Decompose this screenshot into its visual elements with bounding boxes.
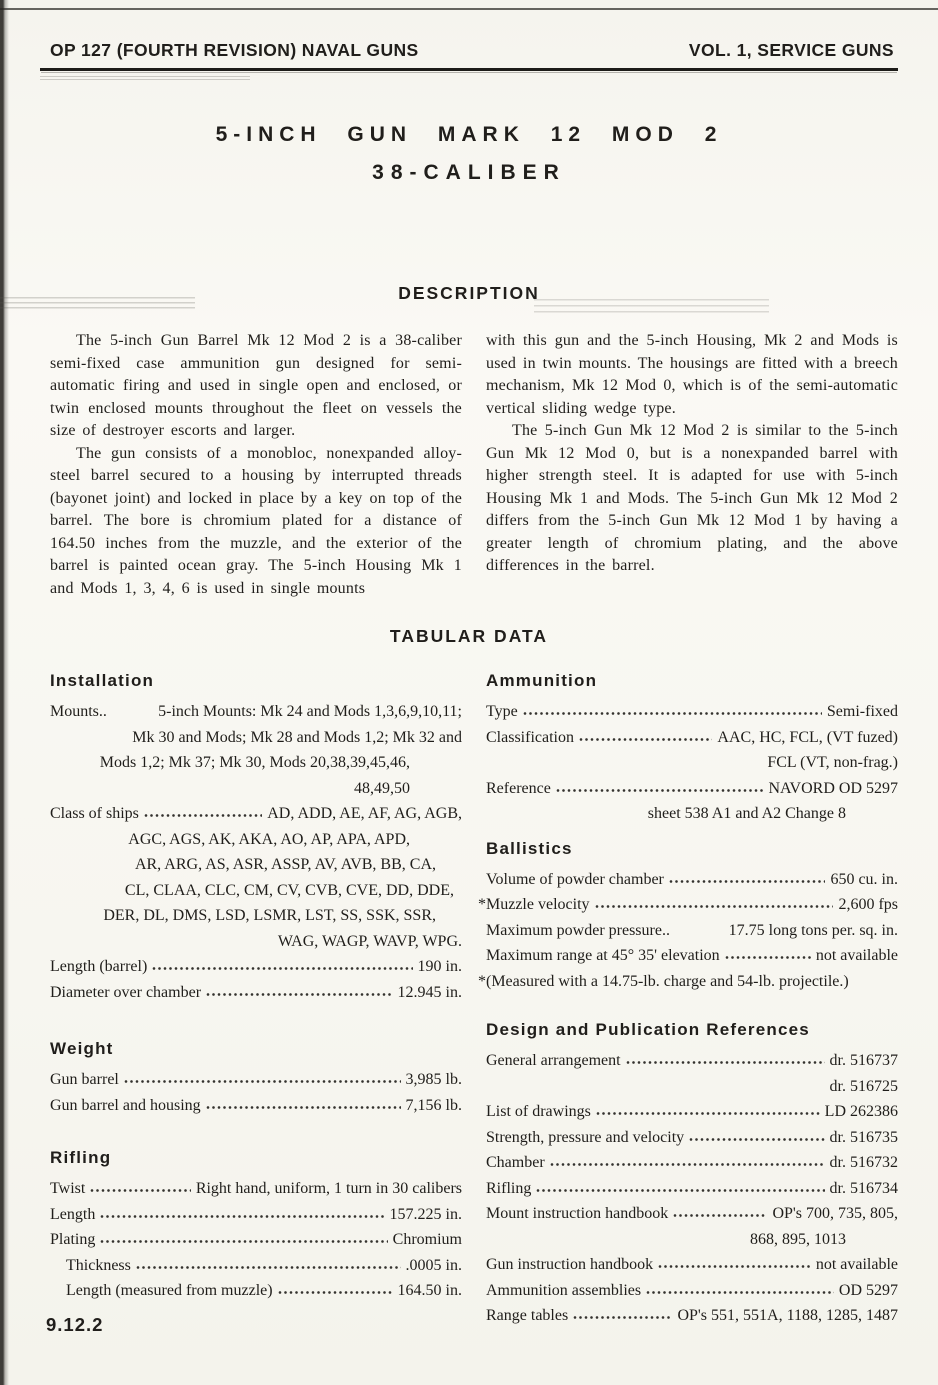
dot-leader <box>573 1315 672 1320</box>
row-continuation: FCL (VT, non-frag.) <box>767 754 898 771</box>
dot-leader <box>556 788 764 793</box>
table-row-general-arrangement <box>486 1048 898 1074</box>
dot-leader <box>124 1079 401 1084</box>
row-continuation: Mk 30 and Mods; Mk 28 and Mods 1,2; Mk 32 and <box>132 728 462 746</box>
row-value: 157.225 in. <box>389 1205 462 1223</box>
page-number: 9.12.2 <box>46 1314 104 1335</box>
row-value: dr. 516737 <box>829 1052 898 1069</box>
document-title-line2: 38-CALIBER <box>372 161 566 184</box>
row-label: Class of ships <box>50 805 139 822</box>
row-continuation: dr. 516725 <box>829 1077 898 1095</box>
table-row-gun-barrel-housing <box>50 1093 462 1119</box>
dot-leader <box>90 1188 190 1193</box>
table-row-powder-pressure <box>486 918 898 944</box>
row-value: NAVORD OD 5297 <box>768 779 898 797</box>
dot-leader <box>673 1213 767 1218</box>
scan-smudge <box>534 299 769 313</box>
dot-leader <box>536 1188 824 1193</box>
dot-leader <box>523 711 822 716</box>
paragraph: with this gun and the 5-inch Housing, Mk 2 and Mods is used in twin mounts. The housings are fitted with a breech mechanism, Mk 12 Mod 0, which is of the semi-automatic vertical sliding wedge type. <box>486 332 898 417</box>
scan-top-line-artifact <box>0 8 938 10</box>
dot-leader <box>646 1290 834 1295</box>
row-continuation: WAG, WAGP, WAVP, WPG. <box>277 932 462 950</box>
row-value: Right hand, uniform, 1 turn in 30 calibers <box>195 1180 462 1197</box>
table-row-twist <box>50 1176 462 1202</box>
row-continuation: 48,49,50 <box>354 779 410 797</box>
row-value: dr. 516734 <box>829 1179 898 1197</box>
dot-leader <box>100 1214 384 1219</box>
row-label: Range tables <box>486 1307 569 1324</box>
row-value: OP's 551, 551A, 1188, 1285, 1487 <box>677 1307 898 1324</box>
row-continuation: sheet 538 A1 and A2 Change 8 <box>647 805 846 822</box>
scan-smudge <box>40 76 250 80</box>
table-row-diameter <box>50 980 462 1006</box>
dot-leader <box>206 1105 401 1110</box>
header-left-title: OP 127 (FOURTH REVISION) NAVAL GUNS <box>50 40 419 60</box>
row-value: 7,156 lb. <box>405 1096 462 1114</box>
row-label: Twist <box>50 1180 86 1197</box>
table-row-list-of-drawings <box>486 1099 898 1125</box>
table-row-class-of-ships <box>50 801 462 827</box>
row-label: Strength, pressure and velocity <box>486 1128 685 1146</box>
table-row-type <box>486 699 898 725</box>
paragraph: The gun consists of a monobloc, nonexpanded alloy-steel barrel secured to a housing by interrupted threads (bayonet joint) and locked in place by a key on top of the barrel. The bore is chromium plated for a distance of 164.50 inches from the muzzle, and the exterior of the barrel is painted ocean gray. The 5-inch Housing Mk 1 and Mods 1, 3, 4, 6 is used in single mounts <box>50 444 462 597</box>
table-row-reference <box>486 776 898 802</box>
row-value: 190 in. <box>417 958 462 975</box>
row-value: not available <box>815 947 898 964</box>
table-row-range-tables <box>486 1303 898 1329</box>
dot-leader <box>144 813 262 818</box>
dot-leader <box>100 1239 387 1244</box>
tabular-data-heading: TABULAR DATA <box>389 626 549 646</box>
row-value: LD 262386 <box>824 1103 898 1120</box>
row-continuation: 868, 895, 1013 <box>750 1230 846 1248</box>
dot-leader <box>278 1290 393 1295</box>
dot-leader <box>626 1060 825 1065</box>
header-right-title: VOL. 1, SERVICE GUNS <box>688 40 894 60</box>
tabular-left-column <box>50 651 462 1329</box>
ballistics-footnote: *(Measured with a 14.75-lb. charge and 54-lb. projectile.) <box>478 972 849 990</box>
row-label: Maximum powder pressure.. <box>486 921 670 939</box>
table-row-maximum-range <box>486 943 898 969</box>
row-value: Semi-fixed <box>826 703 898 720</box>
row-continuation: AGC, AGS, AK, AKA, AO, AP, APA, APD, <box>128 830 410 848</box>
row-value: OD 5297 <box>838 1281 898 1299</box>
row-label: *Muzzle velocity <box>478 896 590 913</box>
row-label: Classification <box>486 728 574 746</box>
row-value: 650 cu. in. <box>830 870 898 888</box>
table-row-strength-pressure-velocity <box>486 1125 898 1151</box>
table-row-gun-barrel <box>50 1067 462 1093</box>
dot-leader <box>152 966 412 971</box>
row-continuation: AR, ARG, AS, ASR, ASSP, AV, AVB, BB, CA, <box>134 856 436 873</box>
table-row-muzzle-velocity <box>478 892 898 918</box>
row-label: Gun barrel <box>50 1071 119 1088</box>
table-row-classification <box>486 725 898 751</box>
table-row-length-barrel <box>50 954 462 980</box>
row-label: Rifling <box>486 1179 532 1197</box>
dot-leader <box>658 1264 811 1269</box>
table-row-gun-handbook <box>486 1252 898 1278</box>
row-label: Ammunition assemblies <box>486 1281 642 1299</box>
document-title-line1: 5-INCH GUN MARK 12 MOD 2 <box>215 123 723 146</box>
row-label: Gun barrel and housing <box>50 1096 201 1114</box>
row-label: Volume of powder chamber <box>486 870 664 888</box>
dot-leader <box>669 879 826 884</box>
row-label: List of drawings <box>486 1103 591 1120</box>
row-label: General arrangement <box>486 1052 621 1069</box>
dot-leader <box>725 955 811 960</box>
row-label: Length (measured from muzzle) <box>66 1282 273 1299</box>
section-heading-rifling: Rifling <box>50 1148 112 1167</box>
row-label: Chamber <box>486 1154 545 1171</box>
row-value: OP's 700, 735, 805, <box>772 1205 898 1222</box>
description-left-column <box>50 330 462 600</box>
row-label: Length <box>50 1205 96 1223</box>
tabular-right-column <box>478 651 898 1329</box>
section-heading-design-references: Design and Publication References <box>486 1020 810 1039</box>
row-label: Plating <box>50 1231 96 1248</box>
table-row-rifling-ref <box>486 1176 898 1202</box>
scan-smudge <box>0 297 195 310</box>
row-label: Mounts.. <box>50 703 107 720</box>
paragraph: The 5-inch Gun Barrel Mk 12 Mod 2 is a 38-caliber semi-fixed case ammunition gun designed for semi-automatic firing and used in single open and enclosed, or twin enclosed mounts throughout the fleet on vessels the size of destroyer escorts and larger. <box>50 332 462 439</box>
scan-edge-artifact <box>0 0 9 1385</box>
row-value: 17.75 long tons per. sq. in. <box>728 921 898 939</box>
row-value: AD, ADD, AE, AF, AG, AGB, <box>267 805 462 822</box>
row-value: not available <box>815 1256 898 1273</box>
row-label: Reference <box>486 779 551 797</box>
row-label: Mount instruction handbook <box>486 1205 669 1222</box>
header-rule <box>40 68 898 71</box>
row-continuation: CL, CLAA, CLC, CM, CV, CVB, CVE, DD, DDE, <box>124 881 454 899</box>
row-continuation: DER, DL, DMS, LSD, LSMR, LST, SS, SSK, SSR, <box>103 907 436 924</box>
table-row-rifling-length <box>50 1202 462 1228</box>
section-heading-installation: Installation <box>50 671 155 690</box>
row-value: dr. 516732 <box>829 1154 898 1171</box>
table-row-plating <box>50 1227 462 1253</box>
dot-leader <box>579 737 712 742</box>
table-row-length-from-muzzle <box>50 1278 462 1304</box>
dot-leader <box>550 1162 825 1167</box>
row-value: Chromium <box>392 1231 462 1248</box>
row-value: 2,600 fps <box>838 896 898 913</box>
description-heading: DESCRIPTION <box>398 283 540 303</box>
table-row-mount-handbook <box>486 1201 898 1227</box>
row-label: Diameter over chamber <box>50 983 202 1001</box>
dot-leader <box>595 904 834 909</box>
row-label: Gun instruction handbook <box>486 1256 654 1273</box>
row-value: 164.50 in. <box>397 1282 462 1299</box>
row-value: 3,985 lb. <box>405 1071 462 1088</box>
table-row-powder-chamber <box>486 867 898 893</box>
description-columns <box>50 330 898 600</box>
row-value: AAC, HC, FCL, (VT fuzed) <box>717 728 898 746</box>
table-row-ammunition-assemblies <box>486 1278 898 1304</box>
dot-leader <box>136 1265 401 1270</box>
paragraph: The 5-inch Gun Mk 12 Mod 2 is similar to the 5-inch Gun Mk 12 Mod 0, but is a nonexpanded barrel with higher strength steel. It is adapted for use with 5-inch Housing Mk 1 and Mods. The 5-inch Gun Mk 12 Mod 2 differs from the 5-inch Gun Mk 12 Mod 1 by having a greater length of chromium plating, and the above differences in the barrel. <box>486 422 898 574</box>
row-label: Thickness <box>66 1256 131 1274</box>
row-value: 5-inch Mounts: Mk 24 and Mods 1,3,6,9,10,11; <box>158 703 462 720</box>
table-row-chamber <box>486 1150 898 1176</box>
row-value: dr. 516735 <box>829 1128 898 1146</box>
row-label: Type <box>486 703 518 720</box>
row-continuation: Mods 1,2; Mk 37; Mk 30, Mods 20,38,39,45,46, <box>99 754 410 771</box>
dot-leader <box>689 1137 824 1142</box>
dot-leader <box>206 992 393 997</box>
dot-leader <box>596 1111 820 1116</box>
row-label: Maximum range at 45° 35' elevation <box>486 947 720 964</box>
section-heading-ammunition: Ammunition <box>486 671 598 690</box>
section-heading-weight: Weight <box>50 1039 114 1058</box>
tabular-columns <box>50 651 898 1329</box>
row-label: Length (barrel) <box>50 958 148 975</box>
row-value: .0005 in. <box>405 1256 462 1274</box>
table-row-thickness <box>50 1253 462 1279</box>
table-row-mounts <box>50 699 462 725</box>
description-right-column <box>486 330 898 600</box>
row-value: 12.945 in. <box>397 983 462 1001</box>
section-heading-ballistics: Ballistics <box>486 838 573 858</box>
